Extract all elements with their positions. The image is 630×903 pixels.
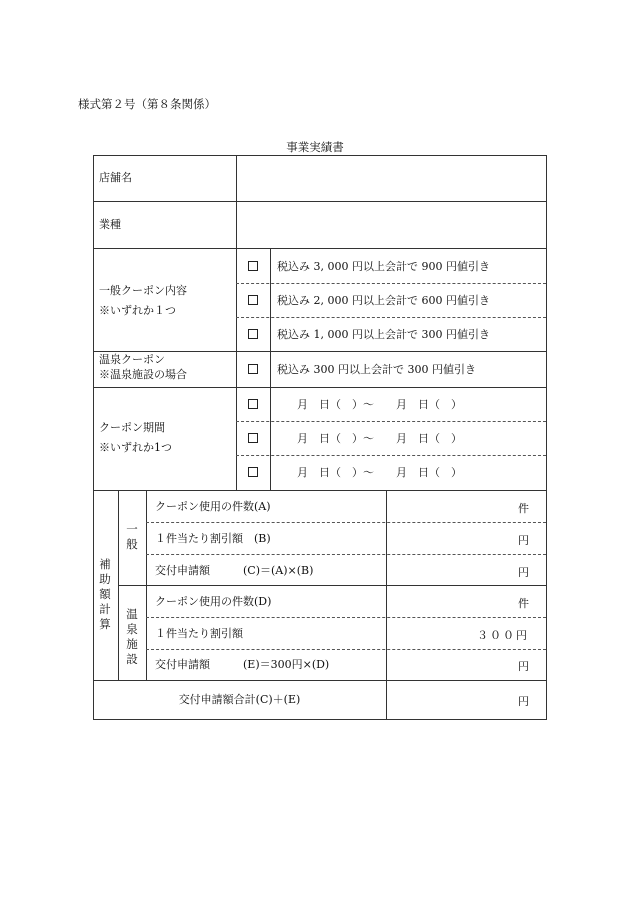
subsidy-calc-label: 補 助 額 計 算 xyxy=(99,557,111,631)
general-discount-per-use-label: １件当たり割引額 (B) xyxy=(155,532,271,545)
document-title: 事業実績書 xyxy=(286,140,344,154)
general-coupon-checkbox-1[interactable] xyxy=(248,261,258,271)
general-coupon-option-1: 税込み 3, 000 円以上会計で 900 円値引き xyxy=(277,260,490,273)
general-usage-count-unit: 件 xyxy=(518,502,529,515)
total-row-divider xyxy=(93,680,546,681)
onsen-application-unit: 円 xyxy=(518,660,529,673)
general-coupon-checkbox-2[interactable] xyxy=(248,295,258,305)
sub-row-divider xyxy=(236,421,546,422)
general-discount-unit: 円 xyxy=(518,534,529,547)
label-column-divider xyxy=(236,155,237,490)
group-divider xyxy=(118,585,546,586)
performance-report-table xyxy=(93,155,546,719)
sub-row-divider xyxy=(236,283,546,284)
checkbox-column-divider xyxy=(270,248,271,490)
form-number-label: 様式第２号（第８条関係） xyxy=(78,97,216,111)
general-application-amount-label: 交付申請額 (C)＝(A)×(B) xyxy=(155,564,314,577)
general-group-label: 一 般 xyxy=(126,522,138,551)
general-coupon-label: 一般クーポン内容 xyxy=(99,284,187,297)
sub-row-divider xyxy=(236,317,546,318)
onsen-application-amount-label: 交付申請額 (E)＝300円×(D) xyxy=(155,658,330,671)
period-option-3: 月 日（ ）～ 月 日（ ） xyxy=(297,466,462,479)
onsen-coupon-label: 温泉クーポン xyxy=(99,353,165,366)
sub-row-divider xyxy=(236,455,546,456)
shop-name-label: 店舗名 xyxy=(99,171,132,184)
value-column-divider xyxy=(386,490,387,719)
table-border-right xyxy=(546,155,547,719)
onsen-usage-count-unit: 件 xyxy=(518,597,529,610)
row-divider xyxy=(93,201,546,202)
general-coupon-option-3: 税込み 1, 000 円以上会計で 300 円値引き xyxy=(277,328,490,341)
onsen-coupon-note: ※温泉施設の場合 xyxy=(99,368,187,381)
period-checkbox-3[interactable] xyxy=(248,467,258,477)
row-divider xyxy=(93,387,546,388)
coupon-period-note: ※いずれか1つ xyxy=(99,441,172,454)
general-application-unit: 円 xyxy=(518,566,529,579)
total-application-label: 交付申請額合計(C)＋(E) xyxy=(178,693,301,706)
table-border-left xyxy=(93,155,94,719)
period-checkbox-2[interactable] xyxy=(248,433,258,443)
onsen-discount-per-use-label: １件当たり割引額 xyxy=(155,627,243,640)
sub-row-divider xyxy=(146,554,546,555)
sub-row-divider xyxy=(146,617,546,618)
row-divider xyxy=(93,248,546,249)
period-option-2: 月 日（ ）～ 月 日（ ） xyxy=(297,432,462,445)
total-application-unit: 円 xyxy=(518,695,529,708)
industry-label: 業種 xyxy=(99,218,121,231)
general-coupon-option-2: 税込み 2, 000 円以上会計で 600 円値引き xyxy=(277,294,490,307)
period-option-1: 月 日（ ）～ 月 日（ ） xyxy=(297,398,462,411)
onsen-discount-value: ３００円 xyxy=(477,629,529,642)
onsen-coupon-option: 税込み 300 円以上会計で 300 円値引き xyxy=(277,363,476,376)
table-border-top xyxy=(93,155,546,156)
sub-row-divider xyxy=(146,522,546,523)
sub-row-divider xyxy=(146,649,546,650)
coupon-period-label: クーポン期間 xyxy=(99,421,165,434)
row-divider xyxy=(93,490,546,491)
row-divider xyxy=(93,351,546,352)
general-coupon-note: ※いずれか１つ xyxy=(99,304,176,317)
general-coupon-checkbox-3[interactable] xyxy=(248,329,258,339)
table-border-bottom xyxy=(93,719,547,720)
onsen-coupon-checkbox[interactable] xyxy=(248,364,258,374)
onsen-usage-count-label: クーポン使用の件数(D) xyxy=(155,595,272,608)
general-usage-count-label: クーポン使用の件数(A) xyxy=(155,500,271,513)
period-checkbox-1[interactable] xyxy=(248,399,258,409)
onsen-group-label: 温 泉 施 設 xyxy=(126,607,138,666)
